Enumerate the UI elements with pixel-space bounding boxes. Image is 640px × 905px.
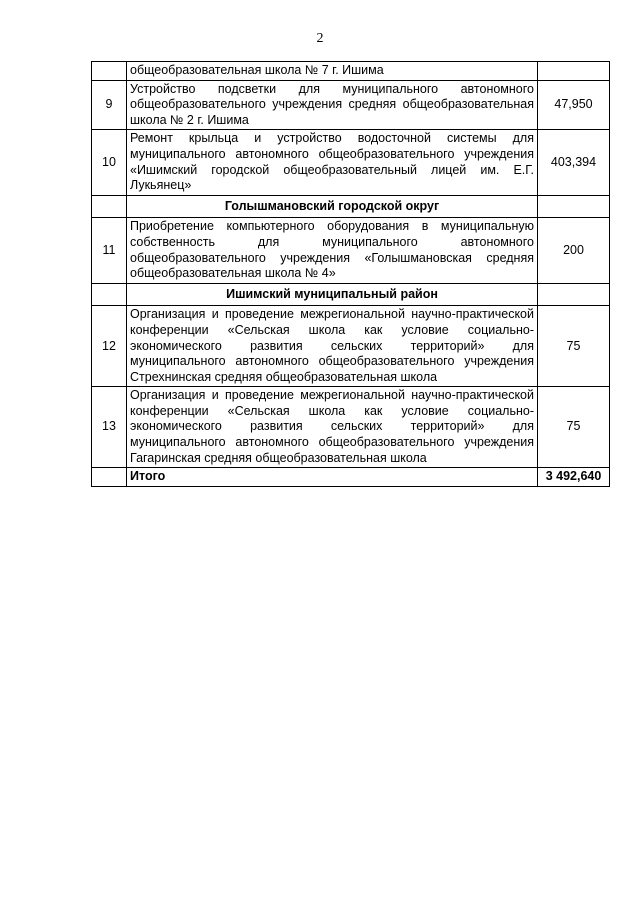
row-amount: 47,950 bbox=[538, 80, 610, 130]
section-spacer bbox=[538, 283, 610, 306]
row-description: Ремонт крыльца и устройство водосточной системы для муниципального автономного общеобразовательного учреждения «Ишимский городской общеобразовательный лицей им. Е.Г. Лукьянец» bbox=[127, 130, 538, 195]
section-spacer bbox=[92, 283, 127, 306]
row-number: 13 bbox=[92, 387, 127, 468]
total-amount: 3 492,640 bbox=[538, 468, 610, 487]
row-amount: 200 bbox=[538, 218, 610, 283]
table-row bbox=[92, 218, 610, 283]
row-number bbox=[92, 468, 127, 487]
total-label: Итого bbox=[127, 468, 538, 487]
table-row bbox=[92, 387, 610, 468]
row-description: Приобретение компьютерного оборудования в муниципальную собственность для муниципального автономного общеобразовательного учреждения «Голышмановская средняя общеобразовательная школа № 4» bbox=[127, 218, 538, 283]
section-row bbox=[92, 195, 610, 218]
table-row bbox=[92, 130, 610, 195]
section-title: Голышмановский городской округ bbox=[127, 195, 538, 218]
section-spacer bbox=[538, 195, 610, 218]
section-spacer bbox=[92, 195, 127, 218]
row-description: Устройство подсветки для муниципального автономного общеобразовательного учреждения средняя общеобразовательная школа № 2 г. Ишима bbox=[127, 80, 538, 130]
row-amount: 75 bbox=[538, 387, 610, 468]
allocation-table bbox=[91, 61, 610, 487]
page-number: 2 bbox=[316, 31, 324, 46]
table-row bbox=[92, 306, 610, 387]
table-row bbox=[92, 62, 610, 81]
row-amount: 75 bbox=[538, 306, 610, 387]
row-amount: 403,394 bbox=[538, 130, 610, 195]
row-number bbox=[92, 62, 127, 81]
row-amount bbox=[538, 62, 610, 81]
section-row bbox=[92, 283, 610, 306]
row-number: 10 bbox=[92, 130, 127, 195]
section-title: Ишимский муниципальный район bbox=[127, 283, 538, 306]
table-row bbox=[92, 80, 610, 130]
row-number: 9 bbox=[92, 80, 127, 130]
row-description: общеобразовательная школа № 7 г. Ишима bbox=[127, 62, 538, 81]
row-description: Организация и проведение межрегиональной научно-практической конференции «Сельская школа как условие социально-экономического развития сельских территорий» для муниципального автономного общеобразовательного учреждения Гагаринская средняя общеобразовательная школа bbox=[127, 387, 538, 468]
total-row bbox=[92, 468, 610, 487]
row-number: 11 bbox=[92, 218, 127, 283]
row-description: Организация и проведение межрегиональной научно-практической конференции «Сельская школа как условие социально-экономического развития сельских территорий» для муниципального автономного общеобразовательного учреждения Стрехнинская средняя общеобразовательная школа bbox=[127, 306, 538, 387]
row-number: 12 bbox=[92, 306, 127, 387]
